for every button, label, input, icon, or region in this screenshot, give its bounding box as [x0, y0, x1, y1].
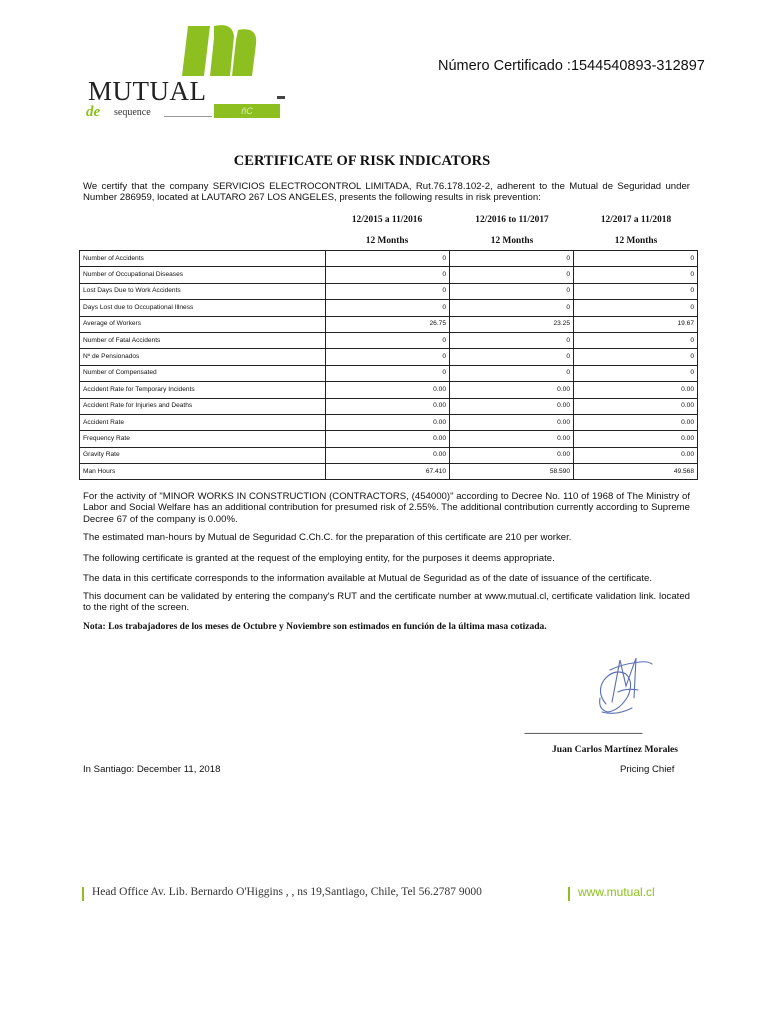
- table-row: [80, 300, 698, 316]
- row-label: Accident Rate for Injuries and Deaths: [80, 398, 326, 414]
- row-value-period-1: 0.00: [326, 431, 450, 447]
- row-value-period-1: 0.00: [326, 382, 450, 398]
- estimate-paragraph: The estimated man-hours by Mutual de Seguridad C.Ch.C. for the preparation of this certificate are 210 per worker.: [83, 532, 572, 543]
- row-label: Number of Fatal Accidents: [80, 332, 326, 348]
- table-row: [80, 431, 698, 447]
- row-value-period-1: 0: [326, 349, 450, 365]
- logo-sub-sequence: sequence: [114, 107, 151, 118]
- signature-line: -----------------------------------------------------------: [524, 728, 642, 738]
- row-value-period-3: 49.568: [574, 464, 698, 480]
- row-value-period-1: 0: [326, 332, 450, 348]
- table-row: [80, 382, 698, 398]
- logo-sub-line: [164, 116, 212, 117]
- place-date: In Santiago: December 11, 2018: [83, 764, 221, 775]
- document-title: CERTIFICATE OF RISK INDICATORS: [233, 153, 491, 169]
- row-label: Gravity Rate: [80, 447, 326, 463]
- table-row: [80, 414, 698, 430]
- validate-paragraph: This document can be validated by entering the company's RUT and the certificate number at www.mutual.cl, certificate validation link. located to the right of the screen.: [83, 591, 690, 614]
- row-value-period-2: 0.00: [450, 382, 574, 398]
- row-value-period-1: 0.00: [326, 414, 450, 430]
- footer-address: Head Office Av. Lib. Bernardo O'Higgins , , ns 19,Santiago, Chile, Tel 56.2787 9000: [92, 886, 482, 898]
- risk-indicators-table: [79, 250, 698, 480]
- row-value-period-1: 0: [326, 251, 450, 267]
- row-value-period-3: 0: [574, 365, 698, 381]
- row-value-period-2: 58.590: [450, 464, 574, 480]
- row-value-period-3: 0.00: [574, 398, 698, 414]
- row-label: Lost Days Due to Work Accidents: [80, 283, 326, 299]
- row-label: Man Hours: [80, 464, 326, 480]
- row-value-period-2: 0.00: [450, 431, 574, 447]
- period-months-2: 12 Months: [490, 236, 534, 246]
- row-value-period-1: 67.410: [326, 464, 450, 480]
- row-value-period-3: 19.67: [574, 316, 698, 332]
- logo-wordmark: MUTUAL: [88, 76, 207, 106]
- row-value-period-2: 0: [450, 300, 574, 316]
- row-value-period-2: 0: [450, 365, 574, 381]
- table-row: [80, 283, 698, 299]
- row-label: Nº de Pensionados: [80, 349, 326, 365]
- handwritten-signature: [582, 652, 662, 722]
- row-value-period-2: 0: [450, 283, 574, 299]
- row-value-period-2: 0: [450, 251, 574, 267]
- granted-paragraph: The following certificate is granted at the request of the employing entity, for the purposes it deems appropriate.: [83, 553, 555, 564]
- row-value-period-3: 0: [574, 332, 698, 348]
- table-row: [80, 447, 698, 463]
- signer-name: Juan Carlos Martínez Morales: [552, 744, 679, 755]
- row-value-period-2: 0: [450, 267, 574, 283]
- row-value-period-3: 0: [574, 349, 698, 365]
- table-row: [80, 349, 698, 365]
- row-value-period-1: 0: [326, 283, 450, 299]
- table-row: [80, 267, 698, 283]
- row-value-period-3: 0: [574, 283, 698, 299]
- logo-dash: [277, 96, 285, 99]
- footer-website-link[interactable]: www.mutual.cl: [578, 885, 655, 899]
- table-row: [80, 398, 698, 414]
- table-row: [80, 251, 698, 267]
- row-value-period-1: 0: [326, 300, 450, 316]
- row-label: Average of Workers: [80, 316, 326, 332]
- logo-mark-icon: [84, 24, 294, 84]
- row-value-period-1: 0: [326, 365, 450, 381]
- table-row: [80, 464, 698, 480]
- row-label: Number of Compensated: [80, 365, 326, 381]
- row-value-period-3: 0: [574, 300, 698, 316]
- row-value-period-1: 0.00: [326, 447, 450, 463]
- row-label: Number of Accidents: [80, 251, 326, 267]
- row-value-period-3: 0: [574, 267, 698, 283]
- period-range-3: 12/2017 a 11/2018: [600, 215, 672, 225]
- table-body: [80, 251, 698, 480]
- period-range-1: 12/2015 a 11/2016: [351, 215, 423, 225]
- row-value-period-2: 0: [450, 349, 574, 365]
- row-value-period-3: 0.00: [574, 414, 698, 430]
- row-value-period-3: 0: [574, 251, 698, 267]
- row-value-period-2: 23.25: [450, 316, 574, 332]
- certificate-number: Número Certificado :1544540893-312897: [438, 58, 705, 74]
- row-label: Accident Rate: [80, 414, 326, 430]
- row-value-period-2: 0: [450, 332, 574, 348]
- logo-sub-tag: ñC: [214, 104, 280, 118]
- row-value-period-1: 0.00: [326, 398, 450, 414]
- row-value-period-1: 26.75: [326, 316, 450, 332]
- period-months-1: 12 Months: [365, 236, 409, 246]
- table-row: [80, 365, 698, 381]
- signer-role: Pricing Chief: [620, 764, 675, 775]
- row-value-period-2: 0.00: [450, 447, 574, 463]
- row-label: Frequency Rate: [80, 431, 326, 447]
- row-value-period-2: 0.00: [450, 414, 574, 430]
- data-note-paragraph: The data in this certificate corresponds to the information available at Mutual de Seguridad as of the date of issuance of the certificate.: [83, 573, 653, 584]
- row-value-period-1: 0: [326, 267, 450, 283]
- table-row: [80, 316, 698, 332]
- row-value-period-2: 0.00: [450, 398, 574, 414]
- table-row: [80, 332, 698, 348]
- mutual-logo: [84, 24, 294, 124]
- logo-sub-de: de: [86, 104, 101, 120]
- row-value-period-3: 0.00: [574, 382, 698, 398]
- footer-bar-left: [82, 887, 84, 901]
- row-label: Number of Occupational Diseases: [80, 267, 326, 283]
- row-value-period-3: 0.00: [574, 447, 698, 463]
- period-range-2: 12/2016 to 11/2017: [475, 215, 549, 225]
- row-label: Accident Rate for Temporary Incidents: [80, 382, 326, 398]
- intro-paragraph: We certify that the company SERVICIOS ELECTROCONTROL LIMITADA, Rut.76.178.102-2, adherent to the Mutual de Seguridad under Number 286959, located at LAUTARO 267 LOS ANGELES, presents the following results in risk prevention:: [83, 181, 690, 204]
- activity-paragraph: For the activity of "MINOR WORKS IN CONSTRUCTION (CONTRACTORS, (454000)" according to Decree No. 110 of 1968 of The Ministry of Labor and Social Welfare has an additional contribution for presumed risk of 2.55%. The additional contribution currently according to Supreme Decree 67 of the company is 0.00%.: [83, 491, 690, 525]
- row-label: Days Lost due to Occupational Illness: [80, 300, 326, 316]
- row-value-period-3: 0.00: [574, 431, 698, 447]
- period-months-3: 12 Months: [614, 236, 658, 246]
- nota-paragraph: Nota: Los trabajadores de los meses de Octubre y Noviembre son estimados en función de la última masa cotizada.: [83, 622, 547, 632]
- footer-bar-right: [568, 887, 570, 901]
